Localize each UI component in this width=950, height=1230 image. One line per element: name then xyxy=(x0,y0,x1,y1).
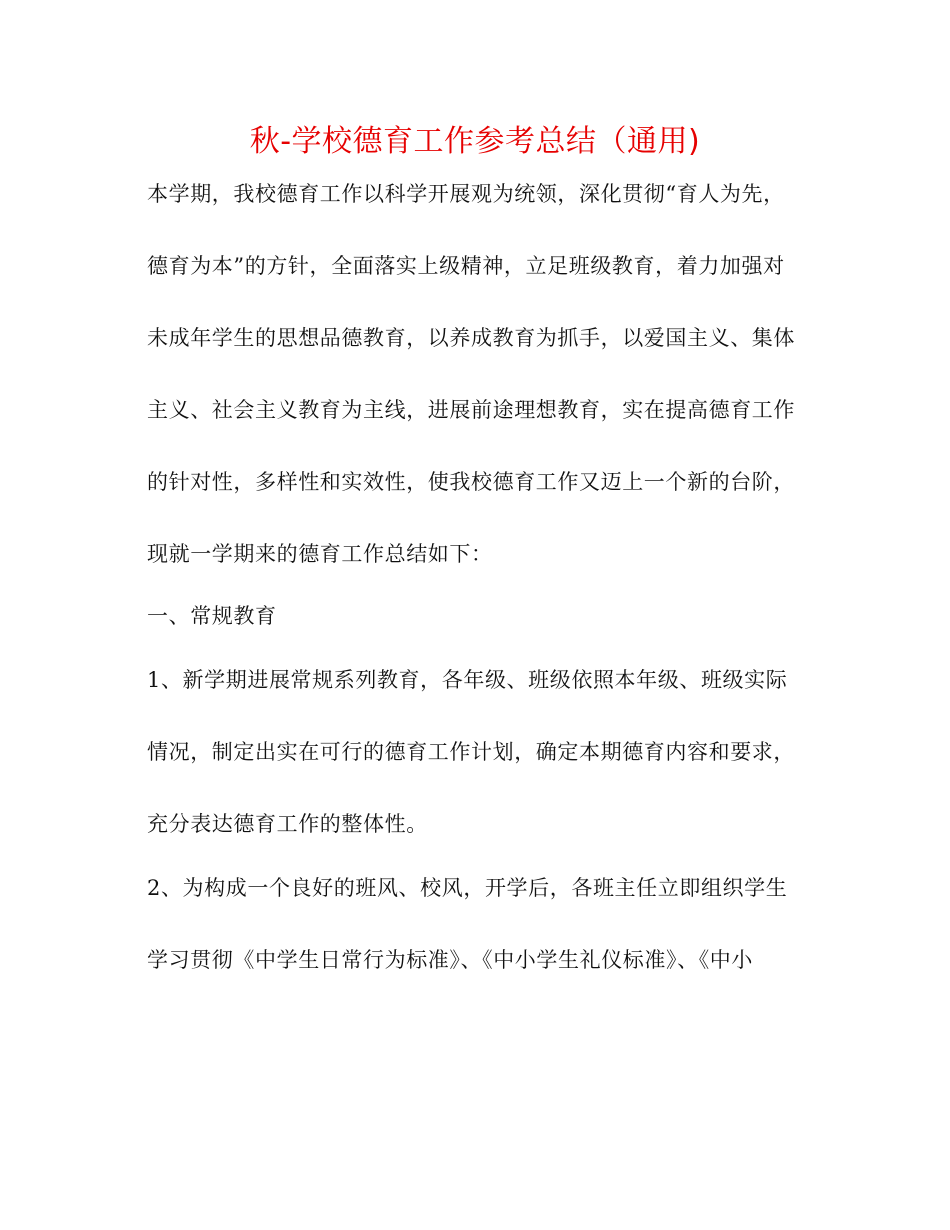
document-title: 秋-学校德育工作参考总结（通用) xyxy=(249,124,701,159)
body-line-8: 1、新学期进展常规系列教育，各年级、班级依照本年级、班级实际 xyxy=(147,668,788,692)
body-line-10: 充分表达德育工作的整体性。 xyxy=(147,812,428,836)
body-line-2: 德育为本”的方针，全面落实上级精神，立足班级教育，着力加强对 xyxy=(147,254,785,278)
section-heading: 一、常规教育 xyxy=(147,604,277,628)
body-line-11: 2、为构成一个良好的班风、校风，开学后，各班主任立即组织学生 xyxy=(147,876,788,900)
body-line-9: 情况，制定出实在可行的德育工作计划，确定本期德育内容和要求， xyxy=(147,740,795,764)
body-line-5: 的针对性，多样性和实效性，使我校德育工作又迈上一个新的台阶， xyxy=(147,470,795,494)
body-line-12: 学习贯彻《中学生日常行为标准》、《中小学生礼仪标准》、《中小 xyxy=(147,948,753,972)
body-line-6: 现就一学期来的德育工作总结如下： xyxy=(147,542,493,566)
body-line-3: 未成年学生的思想品德教育，以养成教育为抓手，以爱国主义、集体 xyxy=(147,326,795,350)
body-line-4: 主义、社会主义教育为主线，进展前途理想教育，实在提高德育工作 xyxy=(147,398,795,422)
body-line-1: 本学期，我校德育工作以科学开展观为统领，深化贯彻“育人为先， xyxy=(147,182,785,206)
